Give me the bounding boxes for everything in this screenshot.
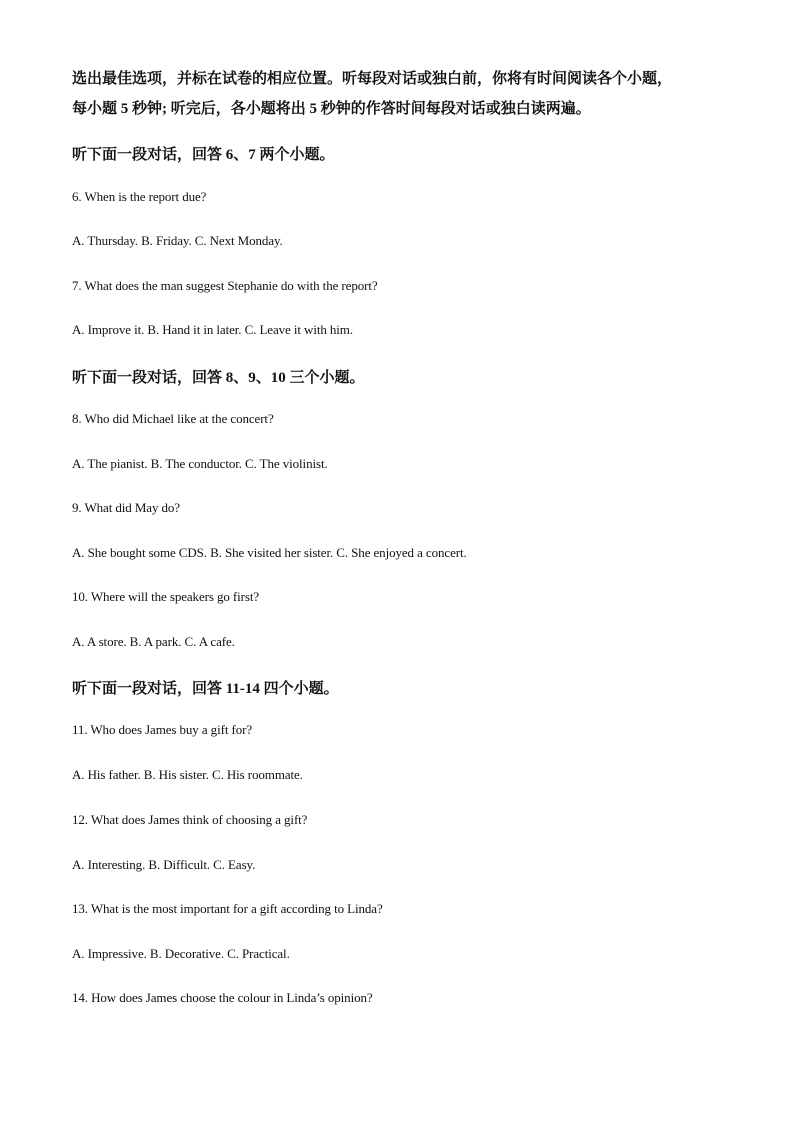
question-text: 14. How does James choose the colour in Linda’s opinion? — [72, 990, 373, 1005]
answer-options: A. Impressive. B. Decorative. C. Practical. — [72, 946, 290, 961]
answer-options: A. Interesting. B. Difficult. C. Easy. — [72, 857, 256, 872]
answer-options: A. Thursday. B. Friday. C. Next Monday. — [72, 233, 283, 248]
question-text: 10. Where will the speakers go first? — [72, 589, 260, 604]
answer-options: A. She bought some CDS. B. She visited her sister. C. She enjoyed a concert. — [72, 545, 467, 560]
answer-options: A. The pianist. B. The conductor. C. The violinist. — [72, 456, 328, 471]
question-text: 8. Who did Michael like at the concert? — [72, 411, 274, 426]
question-text: 9. What did May do? — [72, 500, 180, 515]
section-heading: 听下面一段对话，回答 8、9、10 三个小题。 — [72, 370, 365, 386]
instructions-line: 选出最佳选项，并标在试卷的相应位置。听每段对话或独白前，你将有时间阅读各个小题， — [72, 71, 673, 87]
section-heading: 听下面一段对话，回答 6、7 两个小题。 — [72, 147, 335, 163]
answer-options: A. Improve it. B. Hand it in later. C. Leave it with him. — [72, 322, 353, 337]
section-heading: 听下面一段对话，回答 11-14 四个小题。 — [72, 681, 339, 697]
instructions-paragraph — [72, 64, 732, 124]
question-text: 6. When is the report due? — [72, 189, 207, 204]
question-text: 7. What does the man suggest Stephanie do with the report? — [72, 278, 378, 293]
instructions-line: 每小题 5 秒钟; 听完后，各小题将出 5 秒钟的作答时间每段对话或独白读两遍。 — [72, 101, 591, 117]
answer-options: A. A store. B. A park. C. A cafe. — [72, 634, 235, 649]
question-text: 12. What does James think of choosing a gift? — [72, 812, 308, 827]
answer-options: A. His father. B. His sister. C. His roommate. — [72, 767, 303, 782]
question-text: 13. What is the most important for a gift according to Linda? — [72, 901, 383, 916]
question-text: 11. Who does James buy a gift for? — [72, 722, 253, 737]
